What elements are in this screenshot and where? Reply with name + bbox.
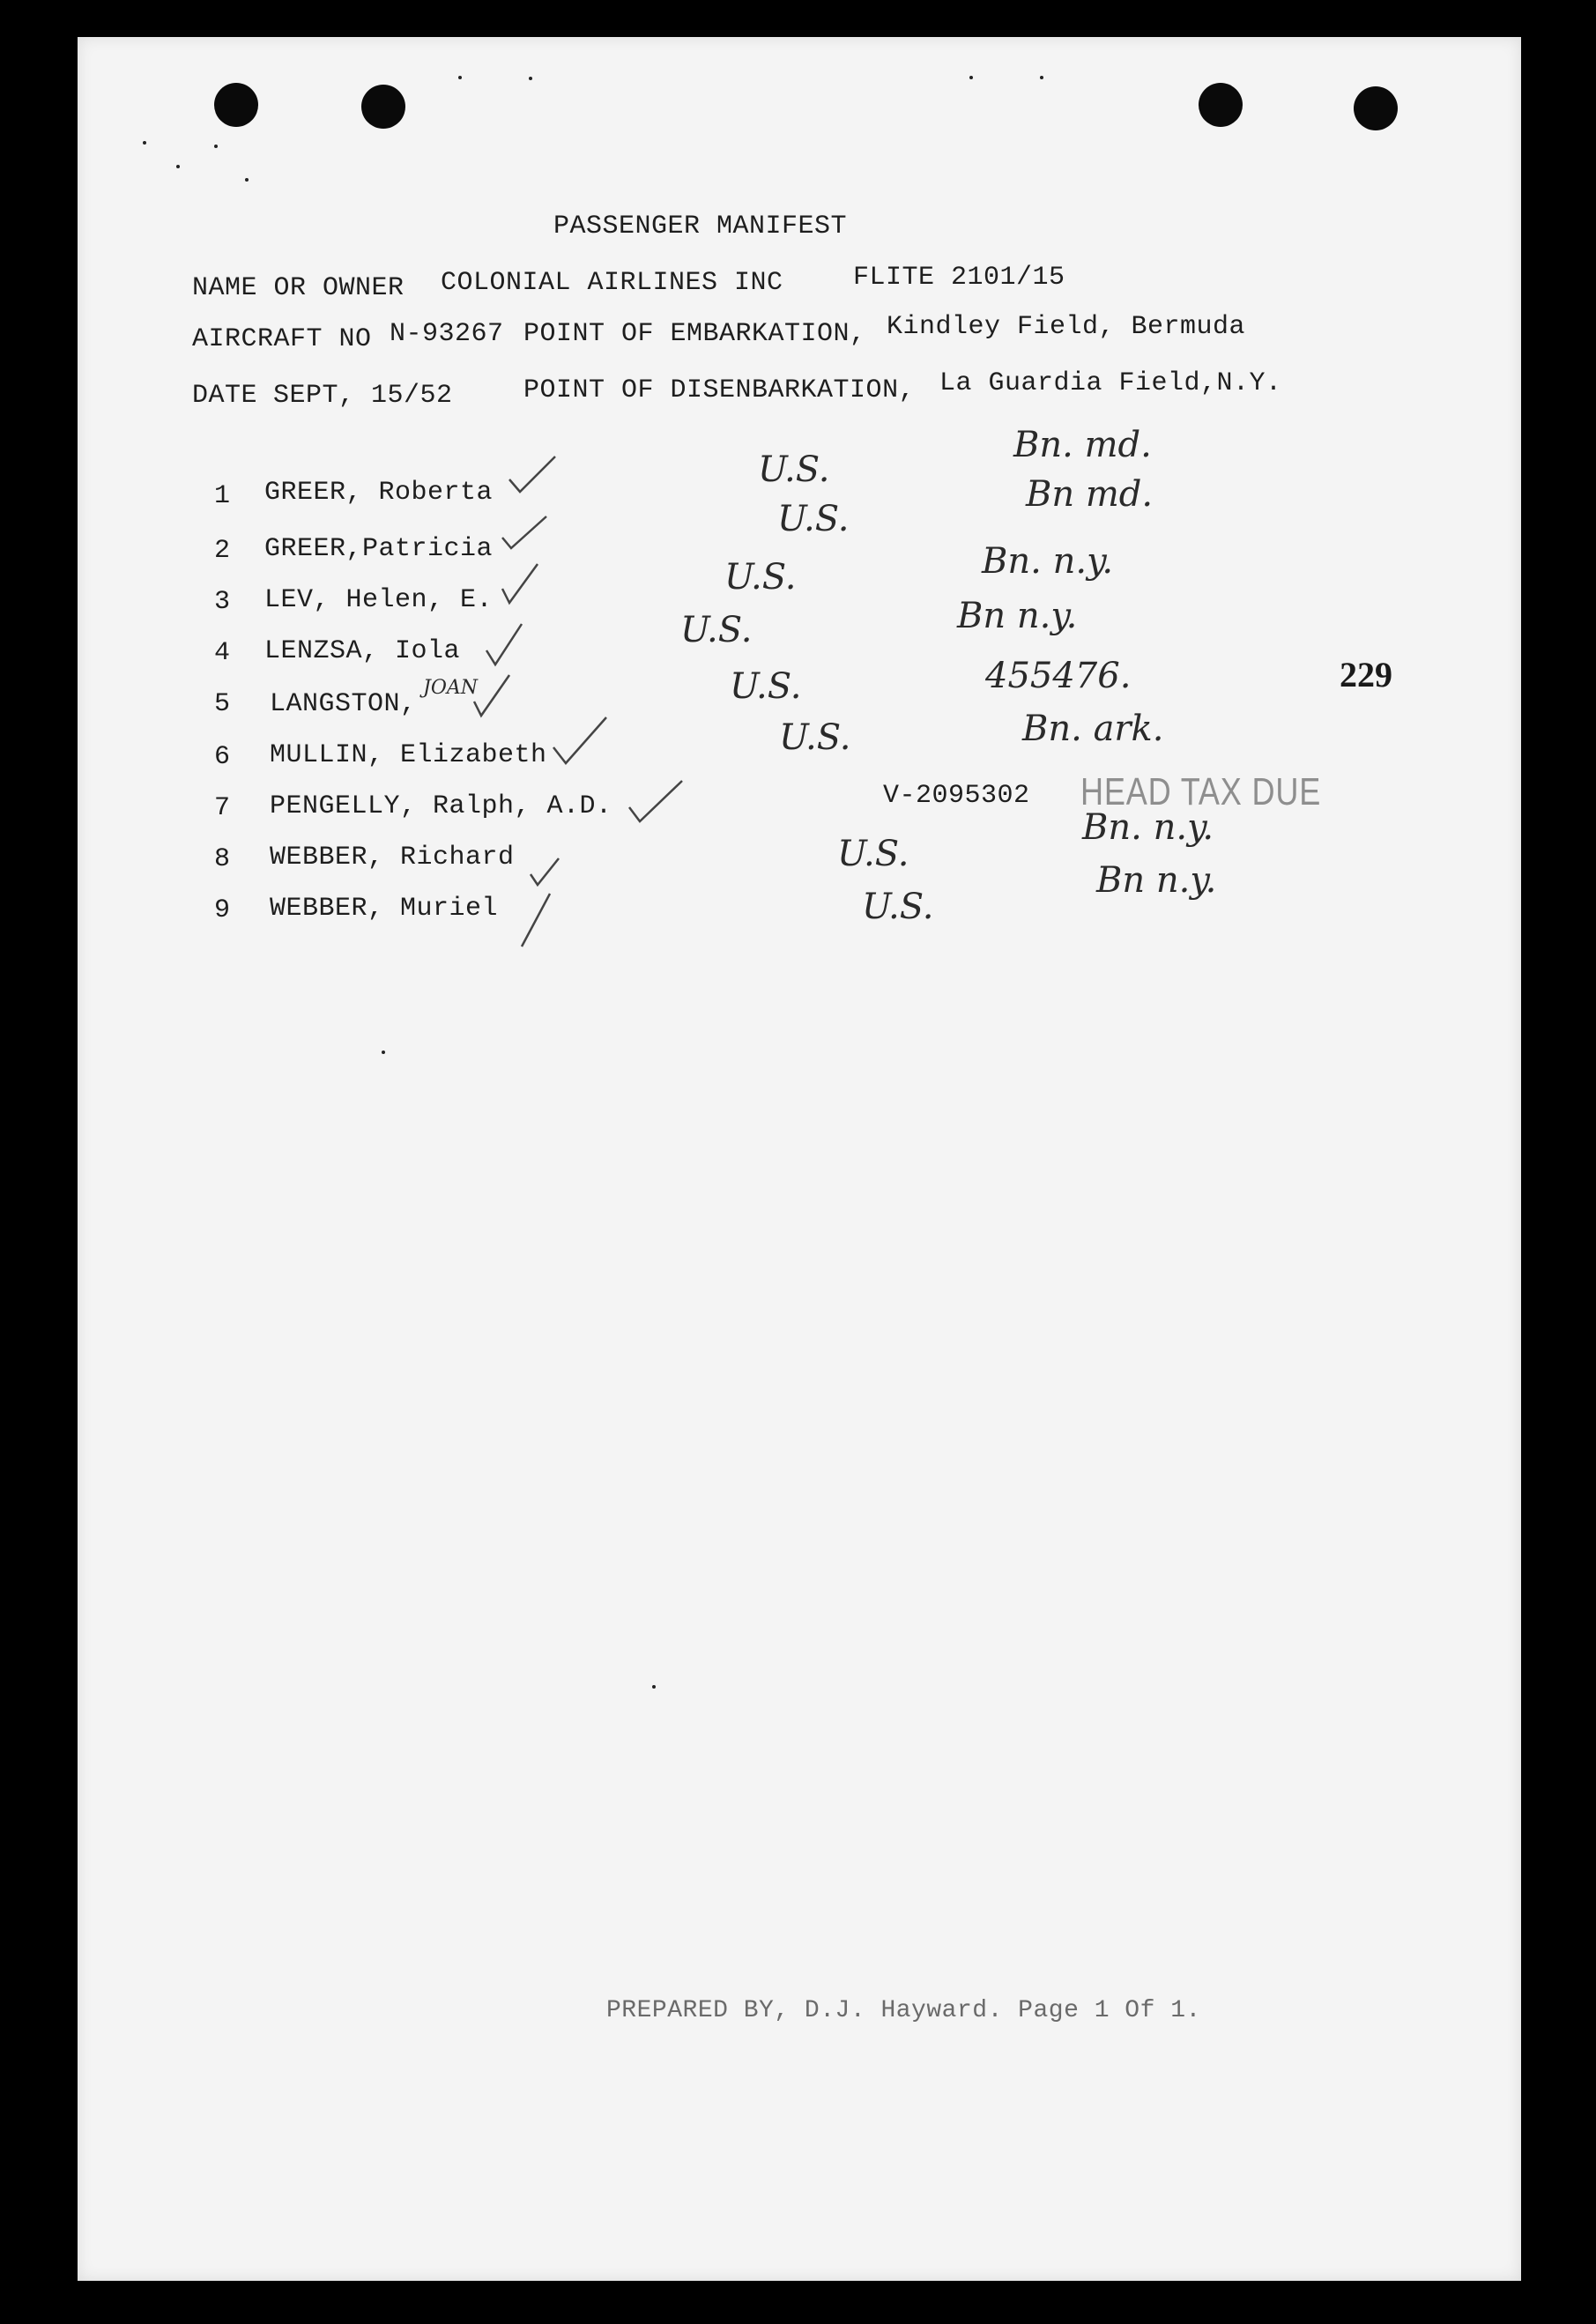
passenger-birthplace: Bn. n.y.: [1082, 807, 1214, 848]
passenger-citizenship: U.S.: [730, 666, 802, 707]
speck: [176, 165, 180, 168]
owner-value: COLONIAL AIRLINES INC: [441, 268, 783, 298]
embarkation-value: Kindley Field, Bermuda: [887, 312, 1246, 342]
visa-number: V-2095302: [883, 781, 1030, 811]
passenger-name: MULLIN, Elizabeth: [270, 740, 547, 770]
passenger-name: WEBBER, Muriel: [270, 894, 499, 924]
punch-hole: [361, 85, 405, 129]
speck: [1040, 76, 1043, 79]
speck: [143, 141, 146, 145]
check-mark-icon: [518, 890, 553, 952]
speck: [969, 76, 973, 79]
manifest-page: [78, 37, 1521, 2281]
head-tax-stamp: HEAD TAX DUE: [1080, 770, 1322, 813]
speck: [652, 1685, 656, 1689]
check-mark-icon: [527, 855, 562, 890]
passenger-number: 7: [214, 793, 231, 823]
punch-hole: [214, 83, 258, 127]
passenger-birthplace: Bn n.y.: [1096, 860, 1217, 901]
passenger-citizenship: U.S.: [777, 499, 850, 539]
prepared-by-footer: PREPARED BY, D.J. Hayward. Page 1 Of 1.: [606, 1997, 1201, 2024]
passenger-citizenship: U.S.: [758, 449, 830, 490]
passenger-number: 6: [214, 742, 231, 772]
owner-label: NAME OR OWNER: [192, 273, 405, 303]
passenger-birthplace: Bn. md.: [1013, 425, 1152, 465]
speck: [214, 145, 218, 148]
passenger-name: LEV, Helen, E.: [264, 585, 494, 615]
passenger-name-note: JOAN: [423, 677, 478, 699]
check-mark-icon: [499, 559, 543, 612]
passenger-birthplace: Bn n.y.: [957, 596, 1078, 636]
passenger-number: 5: [214, 689, 231, 719]
passenger-name: PENGELLY, Ralph, A.D.: [270, 791, 612, 821]
passenger-number: 4: [214, 638, 231, 668]
flight-number: FLITE 2101/15: [853, 263, 1065, 293]
speck: [245, 178, 249, 182]
passenger-number: 3: [214, 587, 231, 617]
passenger-number: 9: [214, 895, 231, 925]
check-mark-icon: [499, 513, 552, 557]
check-mark-icon: [471, 670, 515, 723]
page-number: 229: [1340, 655, 1392, 694]
disembarkation-value: La Guardia Field,N.Y.: [939, 368, 1282, 398]
aircraft-label: AIRCRAFT NO: [192, 324, 372, 354]
manifest-title: PASSENGER MANIFEST: [553, 212, 848, 241]
aircraft-value: N-93267: [390, 319, 504, 349]
embarkation-label: POINT OF EMBARKATION,: [523, 319, 866, 349]
check-mark-icon: [550, 712, 612, 774]
passenger-name: GREER,Patricia: [264, 534, 494, 564]
passenger-birthplace: Bn md.: [1026, 474, 1154, 515]
passenger-citizenship: U.S.: [724, 557, 797, 598]
speck: [458, 76, 462, 79]
passenger-number: 1: [214, 481, 231, 511]
date-value: SEPT, 15/52: [273, 381, 453, 411]
passenger-birthplace: 455476.: [985, 656, 1132, 696]
speck: [382, 1051, 385, 1054]
check-mark-icon: [483, 619, 527, 672]
passenger-citizenship: U.S.: [837, 834, 909, 874]
passenger-number: 2: [214, 536, 231, 566]
check-mark-icon: [626, 777, 687, 830]
passenger-number: 8: [214, 844, 231, 874]
date-label: DATE: [192, 381, 258, 411]
passenger-name: LANGSTON,: [270, 689, 417, 719]
check-mark-icon: [506, 451, 559, 504]
passenger-citizenship: U.S.: [862, 887, 934, 927]
passenger-birthplace: Bn. ark.: [1022, 709, 1164, 749]
speck: [529, 77, 532, 80]
passenger-name: WEBBER, Richard: [270, 843, 515, 872]
disembarkation-label: POINT OF DISENBARKATION,: [523, 375, 916, 405]
passenger-citizenship: U.S.: [680, 610, 753, 650]
punch-hole: [1354, 86, 1398, 130]
passenger-name: GREER, Roberta: [264, 478, 494, 508]
passenger-name: LENZSA, Iola: [264, 636, 461, 666]
passenger-citizenship: U.S.: [779, 717, 851, 758]
passenger-birthplace: Bn. n.y.: [982, 541, 1114, 582]
punch-hole: [1199, 83, 1243, 127]
